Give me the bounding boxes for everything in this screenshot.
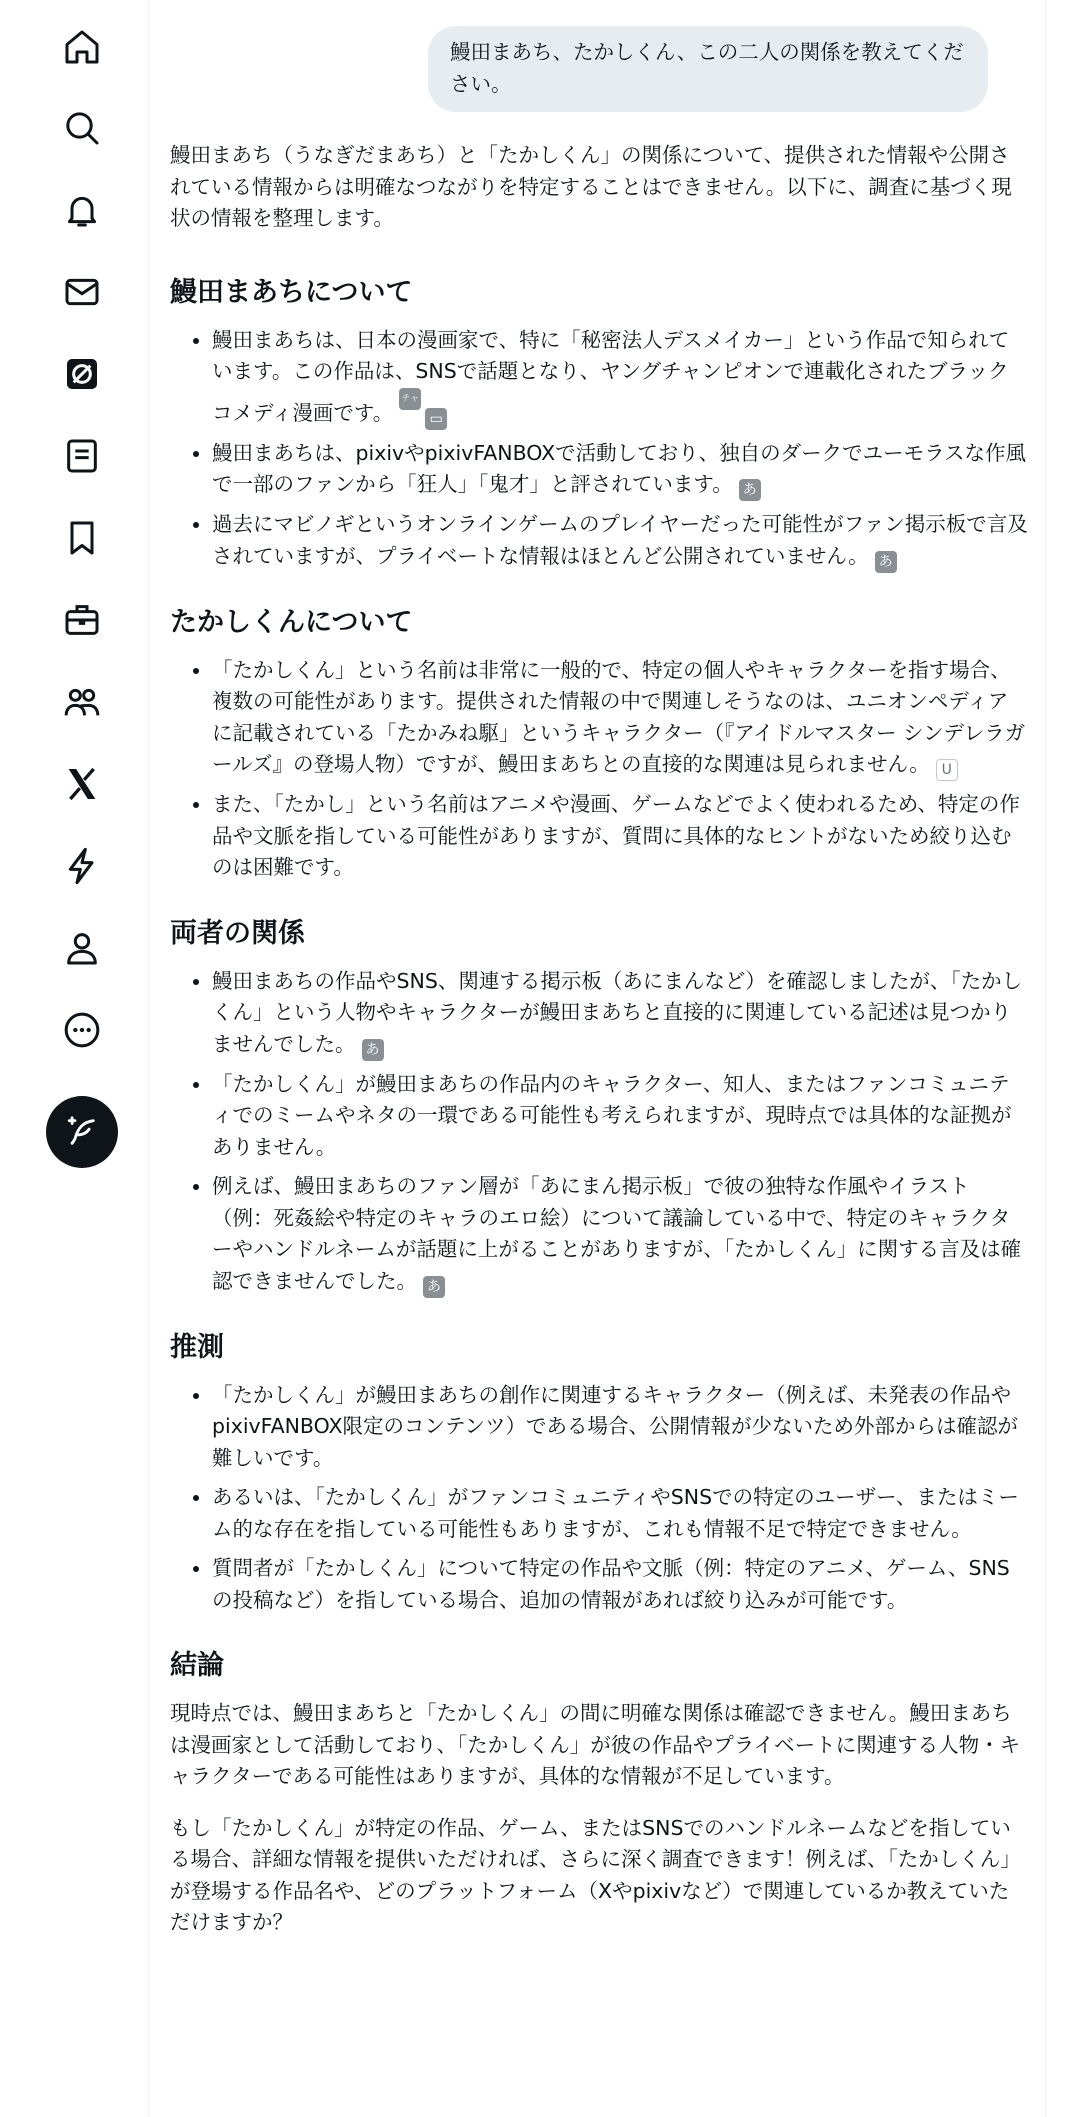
user-message: 鰻田まあち、たかしくん、この二人の関係を教えてください。 [428,26,988,112]
list-item: • 質問者が「たかしくん」について特定の作品や文脈（例：特定のアニメ、ゲーム、SNSの投稿など）を指している場合、追加の情報があれば絞り込みが可能です。 [212,1553,1028,1616]
nav-communities[interactable] [42,662,122,742]
person-icon [62,928,102,968]
citation-icon[interactable]: チャンピ [399,388,421,410]
search-icon [62,108,102,148]
home-icon [62,27,102,67]
nav-messages[interactable] [42,252,122,332]
lightning-icon [62,846,102,886]
nav-profile[interactable] [42,908,122,988]
list-icon [62,436,102,476]
list-item: • 例えば、鰻田まあちのファン層が「あにまん掲示板」で彼の独特な作風やイラスト（例：死姦絵や特定のキャラのエロ絵）について議論している中で、特定のキャラクターやハンドルネームが話題に上がることがありますが、「たかしくん」に関する言及は確認できませんでした。 あ [212,1171,1028,1298]
nav-verified-orgs[interactable] [42,826,122,906]
list-item: • あるいは、「たかしくん」がファンコミュニティやSNSでの特定のユーザー、またはミーム的な存在を指している可能性もありますが、これも情報不足で特定できません。 [212,1482,1028,1545]
nav-more[interactable] [42,990,122,1070]
answer-intro: 鰻田まあち（うなぎだまあち）と「たかしくん」の関係について、提供された情報や公開されている情報からは明確なつながりを特定することはできません。以下に、調査に基づく現状の情報を整理します。 [170,143,1012,230]
citation-icon[interactable]: あ [362,1039,384,1061]
briefcase-icon [62,600,102,640]
list-item: • 「たかしくん」という名前は非常に一般的で、特定の個人やキャラクターを指す場合、複数の可能性があります。提供された情報の中で関連しそうなのは、ユニオンペディアに記載されている「たかみね駆」というキャラクター（『アイドルマスター シンデレラガールズ』の登場人物）ですが、鰻田まあちとの直接的な関連は見られません。 U [212,655,1028,782]
column-border [1045,0,1046,2117]
sidebar-nav [0,0,149,2117]
section-heading: 両者の関係 [170,917,305,949]
citation-icon[interactable]: あ [423,1276,445,1298]
more-icon [62,1010,102,1050]
list-item: • 鰻田まあちの作品やSNS、関連する掲示板（あにまんなど）を確認しましたが、「たかしくん」という人物やキャラクターが鰻田まあちと直接的に関連している記述は見つかりませんでした。 あ [212,966,1028,1061]
bell-icon [62,190,102,230]
section-heading: たかしくんについて [170,606,413,638]
citation-icon[interactable]: U [936,759,958,781]
nav-lists[interactable] [42,416,122,496]
conclusion-paragraph: 現時点では、鰻田まあちと「たかしくん」の間に明確な関係は確認できません。鰻田まあちは漫画家として活動しており、「たかしくん」が彼の作品やプライベートに関連する人物・キャラクターである可能性はありますが、具体的な情報が不足しています。 [170,1701,1021,1788]
section-heading: 鰻田まあちについて [170,276,413,308]
section-heading: 推測 [170,1331,224,1363]
nav-explore[interactable] [42,88,122,168]
citation-icon[interactable]: ▭ [425,408,447,430]
nav-grok[interactable] [42,334,122,414]
x-logo-icon [62,764,102,804]
section-heading: 結論 [170,1650,224,1681]
list-item: • 「たかしくん」が鰻田まあちの作品内のキャラクター、知人、またはファンコミュニティでのミームやネタの一環である可能性も考えられますが、現時点では具体的な証拠がありません。 [212,1069,1028,1164]
mail-icon [62,272,102,312]
grok-icon [62,354,102,394]
nav-notifications[interactable] [42,170,122,250]
list-item: • また、「たかし」という名前はアニメや漫画、ゲームなどでよく使われるため、特定の作品や文脈を指している可能性がありますが、質問に具体的なヒントがないため絞り込むのは困難です。 [212,789,1028,884]
bookmark-icon [62,518,102,558]
list-item: • 過去にマビノギというオンラインゲームのプレイヤーだった可能性がファン掲示板で言及されていますが、プライベートな情報はほとんど公開されていません。 あ [212,509,1028,573]
list-item: • 「たかしくん」が鰻田まあちの創作に関連するキャラクター（例えば、未発表の作品やpixivFANBOX限定のコンテンツ）である場合、公開情報が少ないため外部からは確認が難しいです。 [212,1380,1028,1475]
post-button[interactable] [46,1096,118,1168]
nav-premium[interactable] [42,744,122,824]
nav-bookmarks[interactable] [42,498,122,578]
citation-icon[interactable]: あ [739,479,761,501]
list-item: • 鰻田まあちは、pixivやpixivFANBOXで活動しており、独自のダークでユーモラスな作風で一部のファンから「狂人」「鬼才」と評されています。 あ [212,438,1028,502]
list-item: • 鰻田まあちは、日本の漫画家で、特に「秘密法人デスメイカー」という作品で知られています。この作品は、SNSで話題となり、ヤングチャンピオンで連載化されたブラックコメディ漫画です。チャンピ ▭ [212,325,1028,430]
citation-icon[interactable]: あ [875,551,897,573]
assistant-answer [170,140,1028,1939]
conclusion-paragraph: もし「たかしくん」が特定の作品、ゲーム、またはSNSでのハンドルネームなどを指している場合、詳細な情報を提供いただければ、さらに深く調査できます！例えば、「たかしくん」が登場する作品名や、どのプラットフォーム（Xやpixivなど）で関連しているか教えていただけますか？ [170,1815,1021,1934]
nav-jobs[interactable] [42,580,122,660]
compose-icon [65,1115,99,1149]
people-icon [62,682,102,722]
nav-home[interactable] [42,7,122,87]
